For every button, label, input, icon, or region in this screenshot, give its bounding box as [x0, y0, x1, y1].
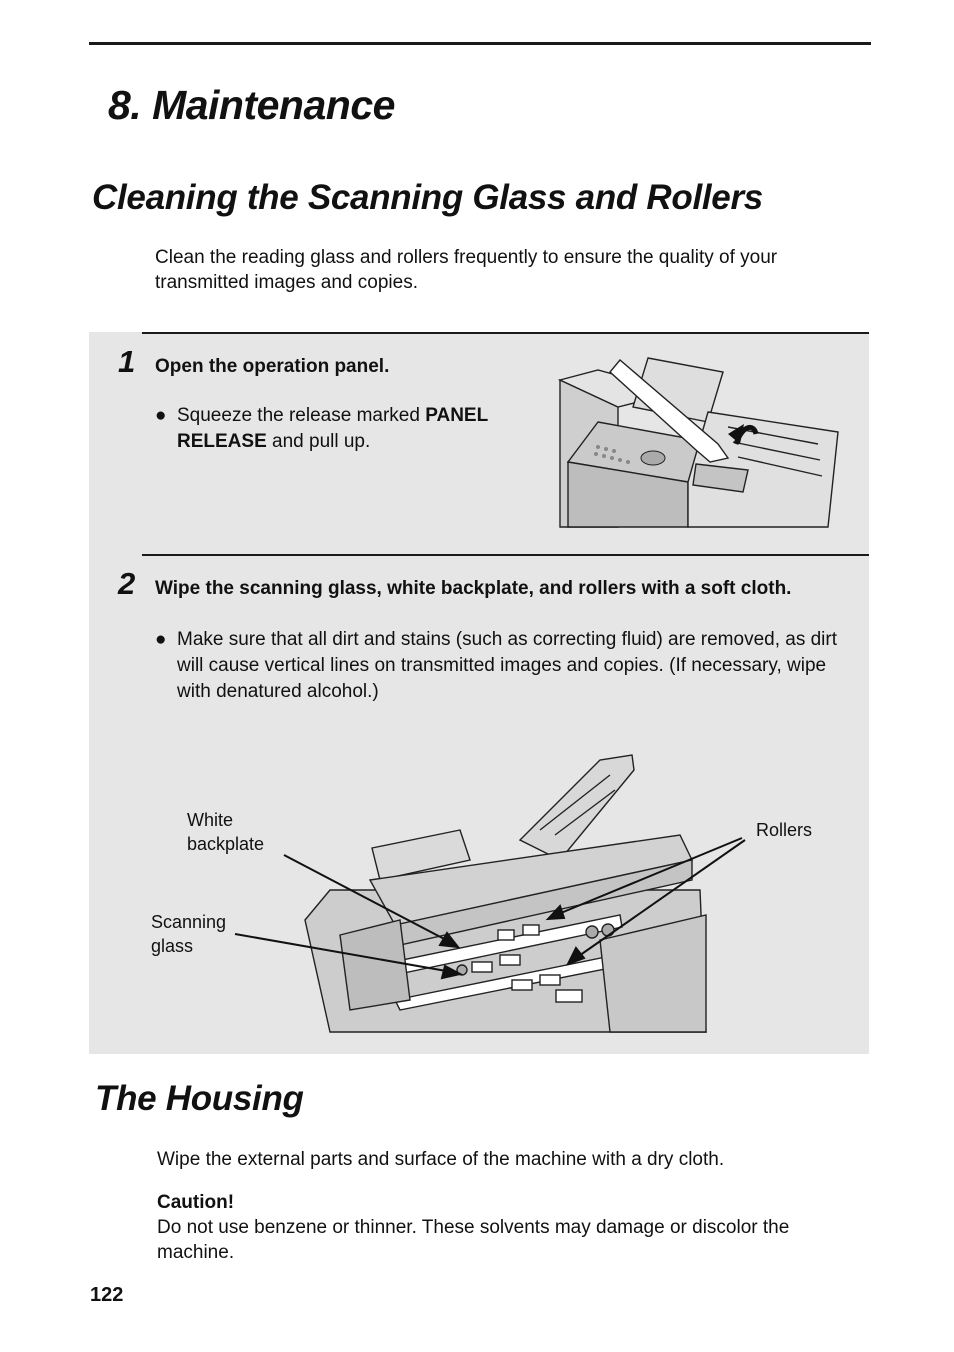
label-scanning-glass-line2: glass	[151, 936, 194, 956]
bullet-icon: ●	[155, 629, 167, 650]
label-scanning-glass-line1: Scanning	[151, 912, 227, 932]
step2-heading: Wipe the scanning glass, white backplate, and rollers with a soft cloth.	[155, 578, 792, 599]
step1-number: 1	[118, 344, 136, 379]
intro-paragraph: Clean the reading glass and rollers frequently to ensure the quality of your transmitted images and copies.	[155, 247, 778, 293]
label-rollers: Rollers	[756, 820, 813, 840]
step1-bullet-text: Squeeze the release marked	[177, 405, 426, 426]
bullet-icon: ●	[155, 405, 167, 426]
step1-bullet-tail: and pull up.	[266, 431, 371, 452]
caution-text: Do not use benzene or thinner. These solvents may damage or discolor the machine.	[157, 1217, 790, 1263]
label-white-backplate-line1: White	[187, 810, 234, 830]
section-title-housing: The Housing	[95, 1079, 304, 1118]
page-number: 122	[90, 1284, 124, 1306]
step2-number: 2	[118, 566, 136, 601]
chapter-title: 8. Maintenance	[108, 82, 395, 128]
label-white-backplate-line2: backplate	[187, 834, 265, 854]
step1-heading: Open the operation panel.	[155, 356, 390, 377]
housing-text: Wipe the external parts and surface of the machine with a dry cloth.	[157, 1149, 725, 1170]
step2-bullet-text: Make sure that all dirt and stains (such as correcting fluid) are removed, as dirt will cause vertical lines on transmitted images and copies. (If necessary, wipe with denatured alcohol.)	[177, 629, 838, 702]
step1-bullet-bold: PANEL RELEASE	[177, 405, 488, 452]
caution-title: Caution!	[157, 1192, 235, 1213]
section-title-cleaning: Cleaning the Scanning Glass and Rollers	[92, 178, 763, 217]
